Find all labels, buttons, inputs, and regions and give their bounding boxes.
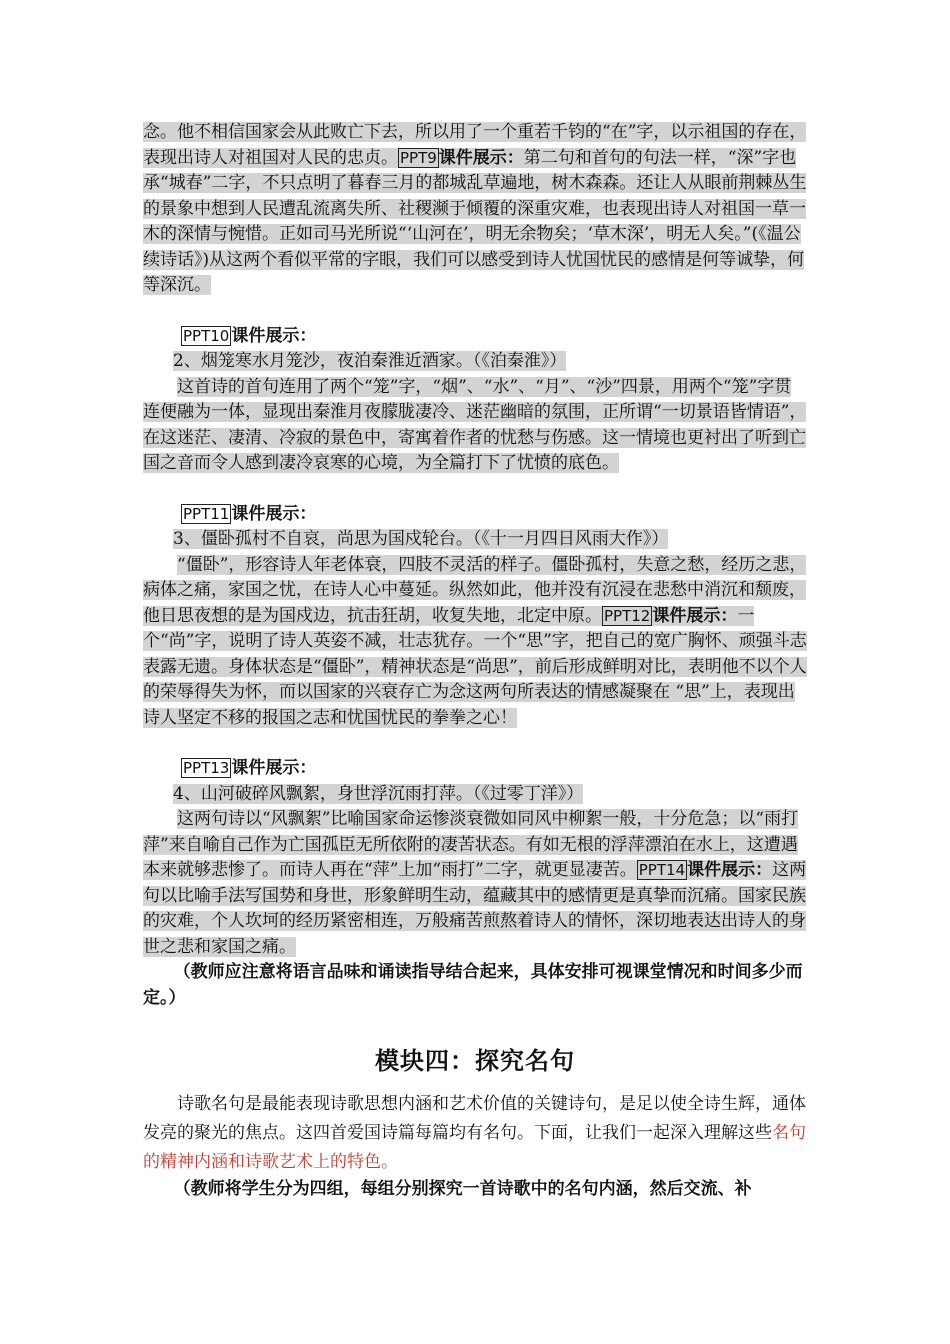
- module-intro: 诗歌名句是最能表现诗歌思想内涵和艺术价值的关键诗句，是足以使全诗生辉，通体发亮的聚光的焦点。这四首爱国诗篇每篇均有名句。下面，让我们一起深入理解这些名句的精神内涵和诗歌艺术上的特色。: [143, 1094, 806, 1172]
- teacher-note: （教师应注意将语言品味和诵读指导结合起来，具体安排可视课堂情况和时间多少而定。）: [143, 962, 803, 1008]
- red-emphasis: 名句的精神内涵和诗歌艺术上的特色。: [143, 1123, 806, 1172]
- module-title: 模块四：探究名句: [375, 1047, 575, 1075]
- poem-quote-2: 2、烟笼寒水月笼沙，夜泊秦淮近酒家。（《泊秦淮》）: [173, 351, 567, 371]
- ppt-heading-11: PPT11 课件展示：: [183, 503, 317, 524]
- paragraph-4: 这两句诗以“风飘絮”比喻国家命运惨淡衰微如同风中柳絮一般，十分危急；以“雨打萍”来自喻自己作为亡国孤臣无所依附的凄苦状态。有如无根的浮萍漂泊在水上，这遭遇本来就够悲惨了。而诗人再在“萍”上加“雨打”二字，就更显凄苦。 PPT14 课件展示：这两句以比喻手法写国势和身世，形象鲜明生动，蕴藏其中的感情更是真挚而沉痛。国家民族的灾难，个人坎坷的经历紧密相连，万般痛苦煎熬着诗人的情怀，深切地表达出诗人的身世之悲和家国之痛。: [143, 809, 807, 957]
- ppt-heading-13: PPT13 课件展示：: [183, 758, 317, 778]
- ppt-tag: PPT14: [638, 861, 686, 879]
- ppt-tag: PPT13: [183, 759, 230, 777]
- poem-quote-3: 3、僵卧孤村不自哀，尚思为国戍轮台。（《十一月四日风雨大作》）: [173, 529, 669, 549]
- paragraph-1: 念。他不相信国家会从此败亡下去，所以用了一个重若千钧的“在”字，以示祖国的存在，表现出诗人对祖国对人民的忠贞。 PPT9 课件展示：第二句和首句的句法一样，“深”字也承“城春”二字，不只点明了暮春三月的都城乱草遍地，树木森森。还让人从眼前荆棘丛生的景象中想到人民遭乱流离失所、社稷濒于倾覆的深重灾难，也表现出诗人对祖国一草一木的深情与惋惜。正如司马光所说“‘山河在’，明无余物矣；‘草木深’，明无人矣。”(《温公续诗话》)从这两个看似平常的字眼，我们可以感受到诗人忧国忧民的感情是何等诚挚，何等深沉。: [143, 122, 807, 295]
- ppt-tag: PPT12: [604, 606, 651, 625]
- poem-quote-4: 4、山河破碎风飘絮，身世浮沉雨打萍。（《过零丁洋》）: [173, 783, 584, 804]
- ppt-tag: PPT10: [183, 326, 230, 345]
- document-content: [143, 120, 807, 1203]
- ppt-heading-10: PPT10 课件展示：: [183, 325, 317, 346]
- paragraph-2: 这首诗的首句连用了两个“笼”字，“烟”、“水”、“月”、“沙”四景，用两个“笼”字贯连便融为一体，显现出秦淮月夜朦胧凄冷、迷茫幽暗的氛围，正所谓“一切景语皆情语”，在这迷茫、凄清、冷寂的景色中，寄寓着作者的忧愁与伤感。这一情境也更衬出了听到亡国之音而令人感到凄冷哀寒的心境，为全篇打下了忧愤的底色。: [143, 376, 807, 473]
- ppt-tag: PPT11: [183, 504, 230, 523]
- paragraph-3: “僵卧”，形容诗人年老体衰，四肢不灵活的样子。僵卧孤村，失意之愁，经历之悲，病体之痛，家国之忧，在诗人心中蔓延。纵然如此，他并没有沉浸在悲愁中消沉和颓废，他日思夜想的是为国戍边，抗击狂胡，收复失地，北定中原。 PPT12 课件展示：一个“尚”字，说明了诗人英姿不减，壮志犹存。一个“思”字，把自己的宽广胸怀、顽强斗志表露无遗。身体状态是“僵卧”，精神状态是“尚思”，前后形成鲜明对比，表明他不以个人的荣辱得失为怀，而以国家的兴衰存亡为念这两句所表达的情感凝聚在 “思”上，表现出诗人坚定不移的报国之志和忧国忧民的拳拳之心！: [143, 554, 807, 728]
- ppt-tag: PPT9: [400, 148, 437, 167]
- module-teacher-note: （教师将学生分为四组，每组分别探究一首诗歌中的名句内涵，然后交流、补: [173, 1179, 752, 1199]
